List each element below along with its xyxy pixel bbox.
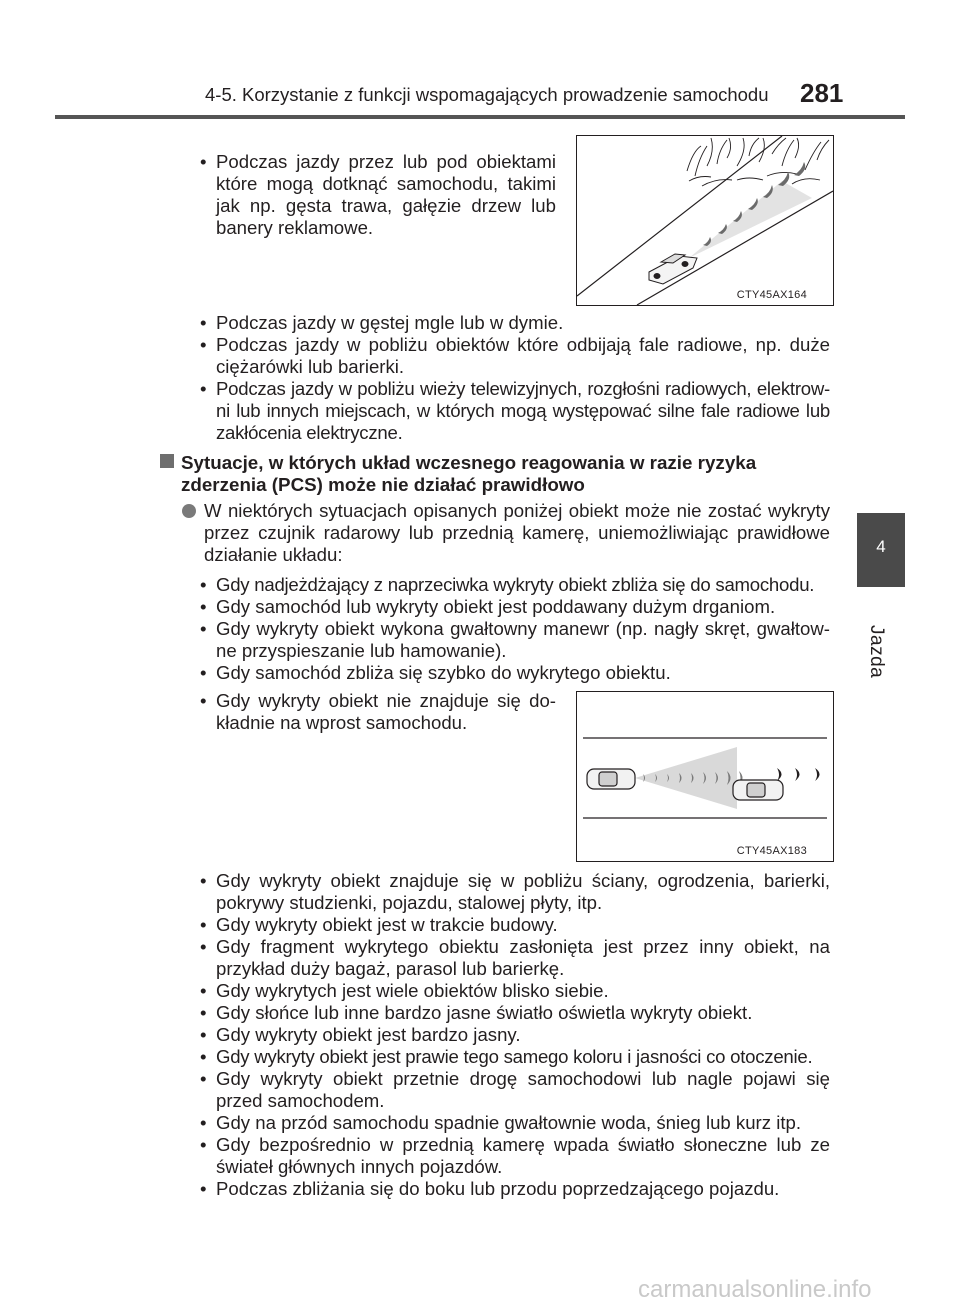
bullet-list-top-a [199, 151, 556, 239]
bullet-list-b [199, 870, 830, 1200]
list-item: • Gdy wykryty obiekt jest w trakcie budowy. [199, 914, 830, 936]
figure-offset-target [576, 691, 834, 862]
watermark: carmanualsonline.info [638, 1276, 872, 1303]
bullet-list-top-b [199, 312, 830, 444]
section-intro: W niektórych sytuacjach opisanych poniżej obiekt może nie zostać wykryty przez czujnik radarowy lub przednią kamerę, uniemożliwiając prawidłowe działanie układu: [204, 500, 830, 565]
list-item: • Gdy fragment wykrytego obiektu zasłonięta jest przez inny obiekt, na przykład duży bagaż, parasol lub barierkę. [199, 936, 830, 980]
list-item: • Podczas jazdy przez lub pod obiektami które mogą dotknąć samochodu, takimi jak np. gęsta trawa, gałęzie drzew lub banery reklamowe. [199, 151, 556, 239]
list-item: • Gdy wykryty obiekt nie znajduje się do-kładnie na wprost samochodu. [199, 690, 556, 734]
list-item: • Gdy bezpośrednio w przednią kamerę wpada światło słoneczne lub ze świateł głównych innych pojazdów. [199, 1134, 830, 1178]
paragraph-marker [182, 504, 196, 518]
list-item: • Gdy na przód samochodu spadnie gwałtownie woda, śnieg lub kurz itp. [199, 1112, 830, 1134]
list-item: • Gdy nadjeżdżający z naprzeciwka wykryty obiekt zbliża się do samochodu. [199, 574, 830, 596]
bullet-list-fig2 [199, 690, 556, 734]
bullet-list-a [199, 574, 830, 684]
list-item: • Gdy wykrytych jest wiele obiektów blisko siebie. [199, 980, 830, 1002]
list-item: • Gdy samochód lub wykryty obiekt jest poddawany dużym drganiom. [199, 596, 830, 618]
list-item: • Gdy słońce lub inne bardzo jasne światło oświetla wykryty obiekt. [199, 1002, 830, 1024]
chapter-label: Jazda [866, 625, 887, 679]
list-item: • Gdy wykryty obiekt znajduje się w pobliżu ściany, ogrodzenia, barierki, pokrywy studzienki, pojazdu, stalowej płyty, itp. [199, 870, 830, 914]
heading-marker [160, 454, 174, 468]
list-item: • Podczas zbliżania się do boku lub przodu poprzedzającego pojazdu. [199, 1178, 830, 1200]
section-heading: Sytuacje, w których układ wczesnego reagowania w razie ryzyka zderzenia (PCS) może nie działać prawidłowo [181, 452, 757, 495]
list-item: • Gdy wykryty obiekt przetnie drogę samochodowi lub nagle pojawi się przed samochodem. [199, 1068, 830, 1112]
chapter-number: 4 [876, 537, 886, 556]
figure-vegetation [576, 135, 834, 306]
list-item: • Podczas jazdy w gęstej mgle lub w dymie. [199, 312, 830, 334]
figure-code: CTY45AX164 [736, 289, 807, 301]
list-item: • Podczas jazdy w pobliżu obiektów które odbijają fale radiowe, np. duże ciężarówki lub barierki. [199, 334, 830, 378]
list-item: • Gdy wykryty obiekt jest bardzo jasny. [199, 1024, 830, 1046]
list-item: • Podczas jazdy w pobliżu wieży telewizyjnych, rozgłośni radiowych, elektrow-ni lub innych miejscach, w których mogą występować silne fale radiowe lub zakłócenia elektryczne. [199, 378, 830, 444]
list-item: • Gdy samochód zbliża się szybko do wykrytego obiektu. [199, 662, 830, 684]
chapter-tab [857, 513, 905, 587]
offset-target-illustration [577, 692, 833, 861]
vegetation-road-illustration [577, 136, 833, 305]
list-item: • Gdy wykryty obiekt jest prawie tego samego koloru i jasności co otoczenie. [199, 1046, 830, 1068]
figure-code: CTY45AX183 [736, 845, 807, 857]
header-rule [55, 115, 905, 119]
running-header-title: 4-5. Korzystanie z funkcji wspomagających prowadzenie samochodu [205, 84, 769, 105]
list-item: • Gdy wykryty obiekt wykona gwałtowny manewr (np. nagły skręt, gwałtow-ne przyspieszanie lub hamowanie). [199, 618, 830, 662]
page-number: 281 [800, 78, 844, 108]
